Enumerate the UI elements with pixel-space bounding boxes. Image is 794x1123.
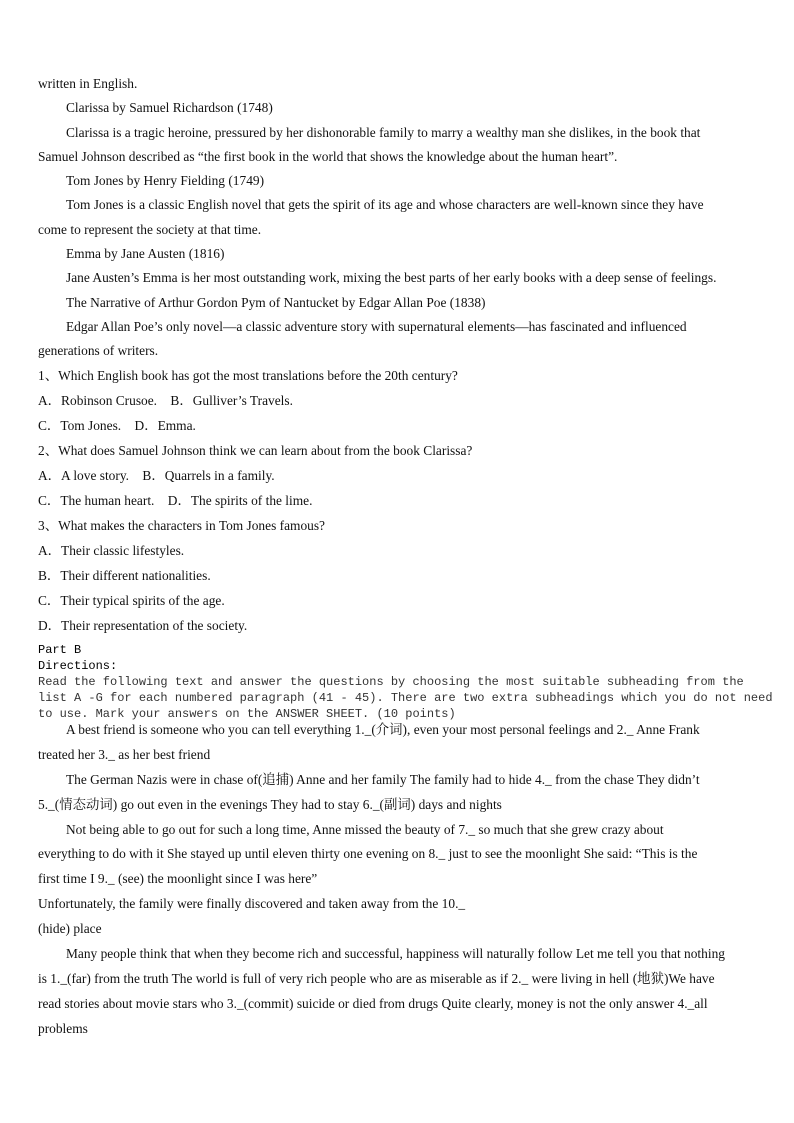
passage-line: Jane Austen’s Emma is her most outstanding work, mixing the best parts of her early books with a deep sense of feelings. [66,270,717,286]
passage-line: Emma by Jane Austen (1816) [66,246,225,262]
passage-line: Samuel Johnson described as “the first book in the world that shows the knowledge about the human heart”. [38,148,618,164]
part-b-directions [38,642,773,722]
questions-line: C．The human heart. D．The spirits of the lime. [38,493,313,508]
questions-line: A．A love story. B．Quarrels in a family. [38,468,275,483]
part-b-line: to use. Mark your answers on the ANSWER SHEET. (10 points) [38,707,456,721]
questions-line: C．Tom Jones. D．Emma. [38,418,196,433]
passage-line: come to represent the society at that time. [38,221,262,237]
cloze-line: first time I 9._ (see) the moonlight since I was here” [38,871,318,887]
passage-line: Tom Jones by Henry Fielding (1749) [66,173,265,189]
questions-line: A．Robinson Crusoe. B．Gulliver’s Travels. [38,393,293,408]
cloze-line: 5._(情态动词) go out even in the evenings They had to stay 6._(副词) days and nights [38,796,502,812]
cloze-line: Not being able to go out for such a long time, Anne missed the beauty of 7._ so much that she grew crazy about [66,821,664,837]
questions-line: 1、Which English book has got the most translations before the 20th century? [38,368,458,383]
cloze-line: read stories about movie stars who 3._(commit) suicide or died from drugs Quite clearly, money is not the only answer 4._all [38,995,708,1011]
questions [38,363,768,638]
part-b-line: Directions: [38,659,118,673]
passage-line: Edgar Allan Poe’s only novel—a classic adventure story with supernatural elements—has fascinated and influenced [66,318,687,334]
cloze-line: problems [38,1020,88,1036]
cloze-line: (hide) place [38,921,102,937]
passage-line: Clarissa by Samuel Richardson (1748) [66,100,273,116]
cloze-line: Unfortunately, the family were finally discovered and taken away from the 10._ [38,896,466,912]
questions-line: 2、What does Samuel Johnson think we can learn about from the book Clarissa? [38,443,473,458]
questions-line: B．Their different nationalities. [38,568,211,583]
part-b-line: Part B [38,643,82,657]
cloze-line: The German Nazis were in chase of(追捕) Anne and her family The family had to hide 4._ from the chase They didn’t [66,771,700,787]
passage-line: generations of writers. [38,343,159,359]
passage-line: The Narrative of Arthur Gordon Pym of Nantucket by Edgar Allan Poe (1838) [66,294,486,310]
cloze-line: is 1._(far) from the truth The world is full of very rich people who are as miserable as if 2._ were living in hell (地狱)We have [38,970,715,986]
questions-line: D．Their representation of the society. [38,618,248,633]
part-b-line: Read the following text and answer the questions by choosing the most suitable subheading from the [38,675,744,689]
cloze-line: treated her 3._ as her best friend [38,746,211,762]
cloze-passage [38,718,768,1042]
cloze-line: Many people think that when they become rich and successful, happiness will naturally follow Let me tell you that nothing [66,946,725,962]
cloze-line: A best friend is someone who you can tell everything 1._(介词), even your most personal feelings and 2._ Anne Frank [66,722,700,737]
passage [38,72,768,364]
questions-line: 3、What makes the characters in Tom Jones famous? [38,518,325,533]
questions-line: A．Their classic lifestyles. [38,543,185,558]
passage-line: Tom Jones is a classic English novel that gets the spirit of its age and whose characters are well-known since they have [66,197,704,213]
cloze-line: everything to do with it She stayed up until eleven thirty one evening on 8._ just to see the moonlight She said: “This is the [38,846,698,862]
part-b-line: list A -G for each numbered paragraph (41 - 45). There are two extra subheadings which you do not need [38,691,773,705]
questions-line: C．Their typical spirits of the age. [38,593,225,608]
passage-line: Clarissa is a tragic heroine, pressured by her dishonorable family to marry a wealthy man she dislikes, in the book that [66,124,701,140]
passage-line: written in English. [38,76,138,91]
